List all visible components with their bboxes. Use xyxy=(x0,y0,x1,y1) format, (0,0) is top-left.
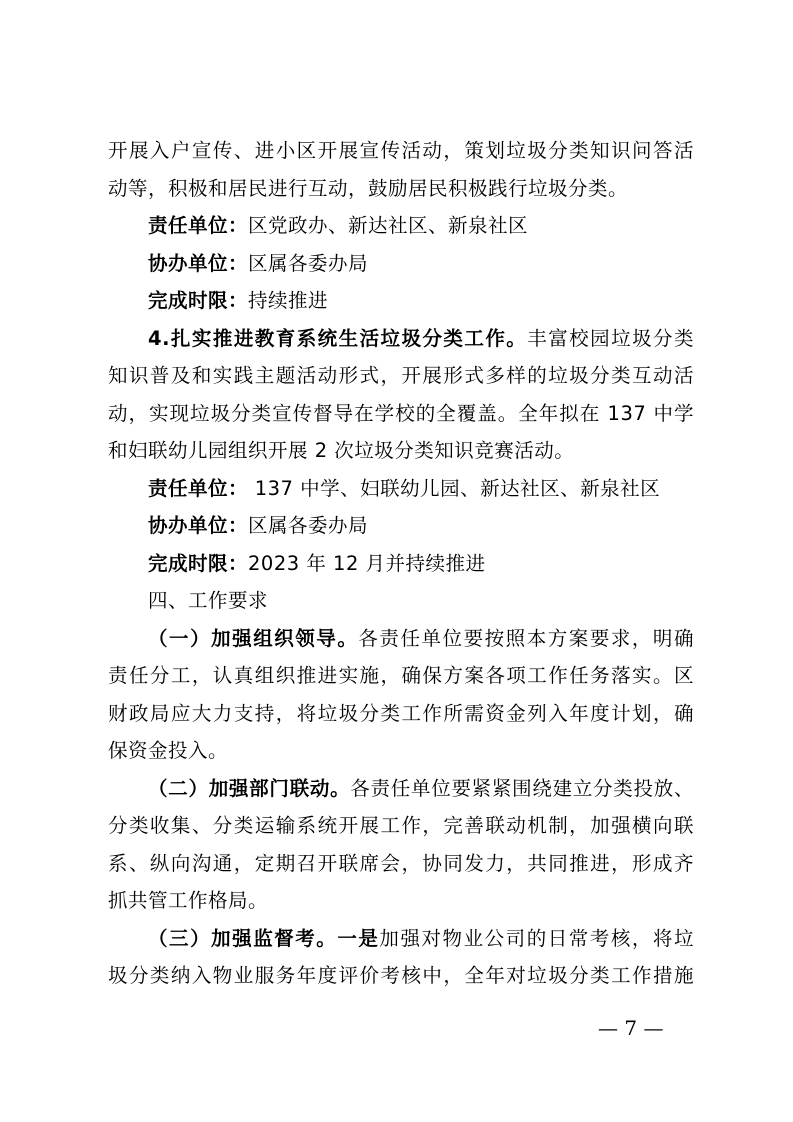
paragraph-line: 开展入户宣传、进小区开展宣传活动，策划垃圾分类知识问答活 xyxy=(108,139,694,162)
paragraph-line: 动等，积极和居民进行互动，鼓励居民积极践行垃圾分类。 xyxy=(108,177,629,200)
item-4-heading: 4.扎实推进教育系统生活垃圾分类工作。 xyxy=(148,327,528,350)
deadline-line xyxy=(148,550,486,578)
requirement-1-heading: （一）加强组织领导。 xyxy=(148,627,359,650)
requirement-3-text: 加强对物业公司的日常考核，将垃 xyxy=(379,927,694,950)
paragraph-line: 动，实现垃圾分类宣传督导在学校的全覆盖。全年拟在 137 中学 xyxy=(108,402,694,425)
paragraph-line: 抓共管工作格局。 xyxy=(108,889,269,912)
paragraph-line: 财政局应大力支持，将垃圾分类工作所需资金列入年度计划，确 xyxy=(108,702,694,725)
paragraph-line: 保资金投入。 xyxy=(108,739,229,762)
assisting-unit-value: 区属各委办局 xyxy=(248,514,369,537)
paragraph-line: 责任分工，认真组织推进实施，确保方案各项工作任务落实。区 xyxy=(108,664,694,687)
paragraph-line: 圾分类纳入物业服务年度评价考核中，全年对垃圾分类工作措施 xyxy=(108,964,694,987)
deadline-label: 完成时限： xyxy=(148,289,249,312)
requirement-1-first-line xyxy=(148,625,694,653)
page-number: — 7 — xyxy=(598,1016,664,1040)
requirement-2-first-line xyxy=(148,775,694,803)
requirement-2-heading: （二）加强部门联动。 xyxy=(148,777,351,800)
deadline-label: 完成时限： xyxy=(148,552,249,575)
requirement-2-text: 各责任单位要紧紧围绕建立分类投放、 xyxy=(350,777,694,800)
responsible-unit-value: 137 中学、妇联幼儿园、新达社区、新泉社区 xyxy=(248,477,661,500)
deadline-value: 2023 年 12 月并持续推进 xyxy=(248,552,486,575)
requirement-1-text: 各责任单位要按照本方案要求，明确 xyxy=(358,627,694,650)
assisting-unit-line xyxy=(148,512,368,540)
item-4-text: 丰富校园垃圾分类 xyxy=(527,327,694,350)
assisting-unit-label: 协办单位： xyxy=(148,514,249,537)
responsible-unit-value: 区党政办、新达社区、新泉社区 xyxy=(248,214,529,237)
responsible-unit-label: 责任单位： xyxy=(148,477,249,500)
deadline-value: 持续推进 xyxy=(248,289,329,312)
paragraph-line: 知识普及和实践主题活动形式，开展形式多样的垃圾分类互动活 xyxy=(108,364,694,387)
requirement-3-first-point: 一是 xyxy=(337,927,380,950)
assisting-unit-line xyxy=(148,250,368,278)
paragraph-line: 系、纵向沟通，定期召开联席会，协同发力，共同推进，形成齐 xyxy=(108,852,694,875)
assisting-unit-value: 区属各委办局 xyxy=(248,252,369,275)
responsible-unit-line xyxy=(148,212,528,240)
requirement-3-first-line xyxy=(148,925,694,953)
item-4-first-line xyxy=(148,325,694,353)
section-heading: 四、工作要求 xyxy=(148,589,269,612)
assisting-unit-label: 协办单位： xyxy=(148,252,249,275)
requirement-3-heading: （三）加强监督考。 xyxy=(148,927,338,950)
deadline-line xyxy=(148,287,328,315)
responsible-unit-line xyxy=(148,475,660,503)
paragraph-line: 和妇联幼儿园组织开展 2 次垃圾分类知识竞赛活动。 xyxy=(108,439,575,462)
responsible-unit-label: 责任单位： xyxy=(148,214,249,237)
paragraph-line: 分类收集、分类运输系统开展工作，完善联动机制，加强横向联 xyxy=(108,814,694,837)
